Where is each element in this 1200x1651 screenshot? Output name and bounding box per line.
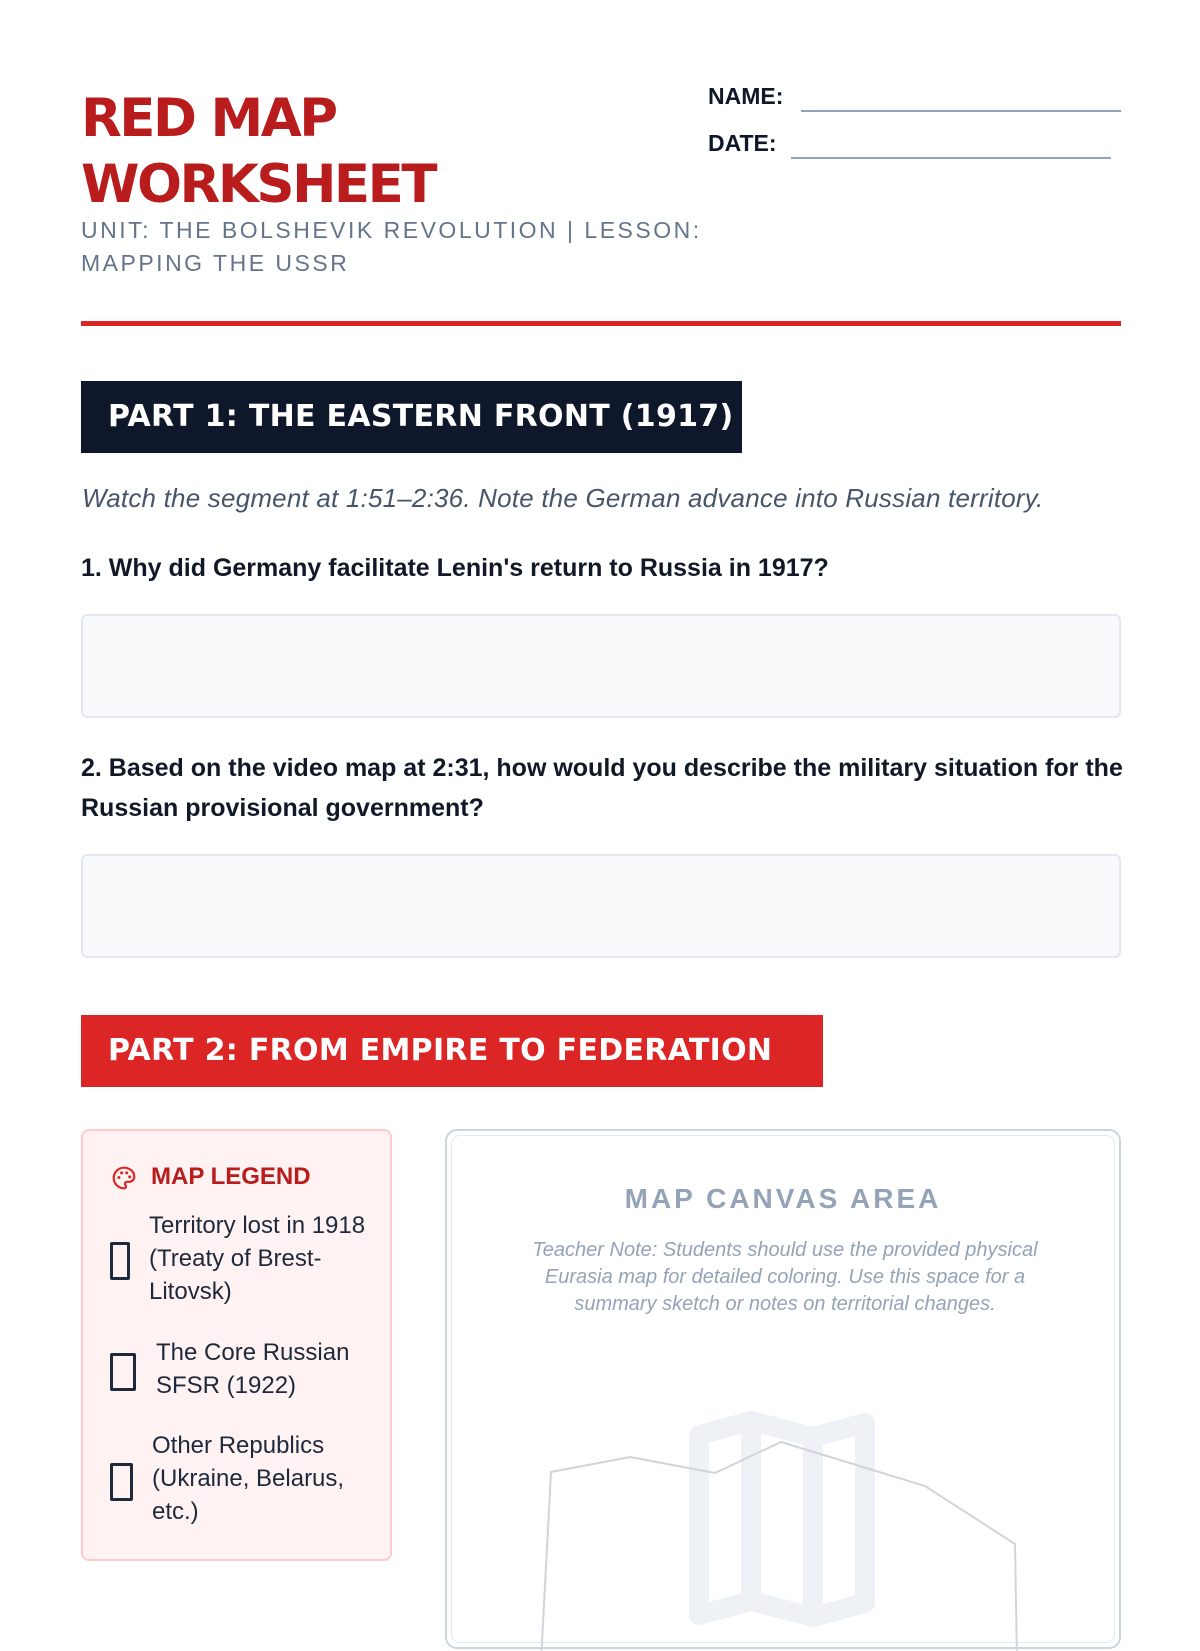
legend-item-label: Other Republics (Ukraine, Belarus, etc.) — [152, 1432, 345, 1525]
legend-item-label: The Core Russian SFSR (1922) — [156, 1339, 350, 1399]
palette-icon — [111, 1165, 137, 1191]
name-label: NAME: — [708, 83, 784, 109]
legend-swatch-core-russian-sfsr[interactable] — [110, 1353, 136, 1391]
question-2: 2. Based on the video map at 2:31, how would you describe the military situation for the Russian provisional government? — [81, 754, 1123, 822]
name-field[interactable] — [801, 110, 1121, 112]
territory-outline-sketch — [541, 1442, 1017, 1651]
worksheet-title: RED MAP WORKSHEET — [81, 88, 435, 215]
legend-swatch-other-republics[interactable] — [110, 1463, 133, 1501]
header-divider — [81, 321, 1121, 326]
legend-title: MAP LEGEND — [151, 1163, 311, 1190]
legend-item-label: Territory lost in 1918 (Treaty of Brest-Litovsk) — [149, 1212, 366, 1305]
date-field[interactable] — [791, 157, 1111, 159]
part1-heading: PART 1: THE EASTERN FRONT (1917) — [81, 381, 742, 453]
legend-swatch-territory-lost[interactable] — [110, 1242, 130, 1280]
unit-lesson-subtitle: UNIT: THE BOLSHEVIK REVOLUTION | LESSON: MAPPING THE USSR — [81, 217, 702, 276]
part1-instruction: Watch the segment at 1:51–2:36. Note the German advance into Russian territory. — [82, 483, 1044, 513]
canvas-title: MAP CANVAS AREA — [624, 1183, 942, 1214]
part2-heading: PART 2: FROM EMPIRE TO FEDERATION — [81, 1015, 823, 1087]
answer-box-1[interactable] — [81, 614, 1121, 718]
teacher-note: Teacher Note: Students should use the provided physical Eurasia map for detailed coloring. Use this space for a summary sketch or notes on territorial changes. — [532, 1239, 1038, 1315]
date-label: DATE: — [708, 130, 777, 156]
map-legend — [81, 1129, 392, 1561]
answer-box-2[interactable] — [81, 854, 1121, 958]
question-1: 1. Why did Germany facilitate Lenin's return to Russia in 1917? — [81, 554, 829, 582]
map-canvas-area[interactable] — [445, 1129, 1121, 1649]
map-icon — [699, 1421, 865, 1617]
